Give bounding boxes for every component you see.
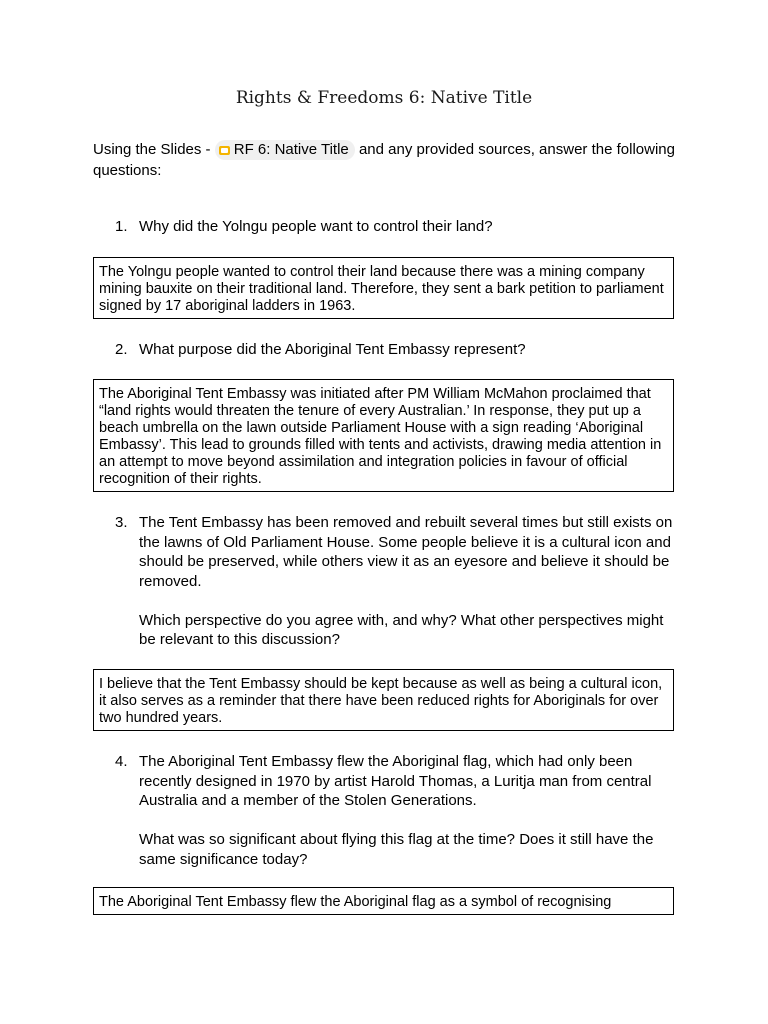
question-number: 2. [115, 341, 128, 358]
page-title: Rights & Freedoms 6: Native Title [235, 88, 533, 108]
slides-link-chip[interactable] [215, 140, 355, 160]
question-2 [115, 340, 675, 360]
question-text: What purpose did the Aboriginal Tent Embassy represent? [139, 341, 526, 358]
slides-icon [219, 146, 230, 155]
answer-box-1[interactable]: The Yolngu people wanted to control their land because there was a mining company mining bauxite on their traditional land. Therefore, they sent a bark petition to parliament signed by 17 aboriginal ladders in 1963. [93, 257, 674, 319]
question-number: 1. [115, 218, 128, 235]
instructions-prefix: Using the Slides - [93, 141, 215, 158]
question-1 [115, 217, 675, 237]
answer-box-4[interactable]: The Aboriginal Tent Embassy flew the Aboriginal flag as a symbol of recognising [93, 887, 674, 915]
question-3 [115, 513, 675, 650]
instructions [93, 139, 683, 181]
question-subtext: Which perspective do you agree with, and why? What other perspectives might be relevant to this discussion? [139, 611, 664, 648]
question-text: The Tent Embassy has been removed and rebuilt several times but still exists on the lawns of Old Parliament House. Some people believe it is a cultural icon and should be preserved, while others view it as an eyesore and believe it should be removed. [139, 514, 673, 590]
instructions-suffix: and any provided sources, answer the following questions: [93, 141, 675, 179]
question-number: 4. [115, 753, 128, 770]
answer-box-3[interactable]: I believe that the Tent Embassy should be kept because as well as being a cultural icon, it also serves as a reminder that there have been reduced rights for Aboriginals for over two hundred years. [93, 669, 674, 731]
question-text: Why did the Yolngu people want to control their land? [139, 218, 493, 235]
question-4 [115, 752, 675, 869]
slides-link-label[interactable]: RF 6: Native Title [233, 141, 349, 158]
question-text: The Aboriginal Tent Embassy flew the Aboriginal flag, which had only been recently designed in 1970 by artist Harold Thomas, a Luritja man from central Australia and a member of the Stolen Generations. [139, 753, 652, 809]
question-number: 3. [115, 514, 128, 531]
answer-box-2[interactable]: The Aboriginal Tent Embassy was initiated after PM William McMahon proclaimed that “land rights would threaten the tenure of every Australian.’ In response, they put up a beach umbrella on the lawn outside Parliament House with a sign reading ‘Aboriginal Embassy’. This lead to grounds filled with tents and activists, drawing media attention in an attempt to move beyond assimilation and integration policies in favour of official recognition of their rights. [93, 379, 674, 492]
question-subtext: What was so significant about flying this flag at the time? Does it still have the same significance today? [139, 831, 654, 868]
